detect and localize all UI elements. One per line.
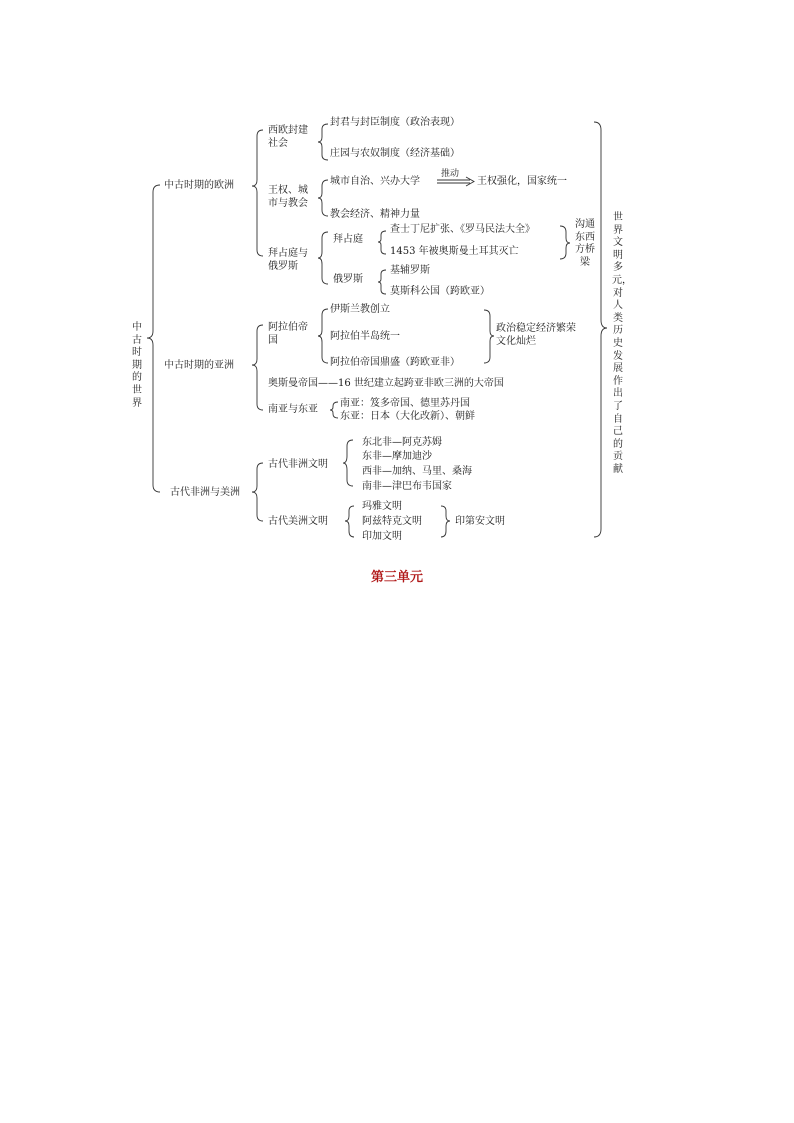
arab-peak: 阿拉伯帝国鼎盛（跨欧亚非） xyxy=(330,357,460,368)
brace-africa-america xyxy=(252,463,263,521)
brace-root xyxy=(147,185,160,492)
brace-arab-result xyxy=(484,310,494,363)
aztec: 阿兹特克文明 xyxy=(362,516,422,527)
moscow-principality: 莫斯科公国（跨欧亚） xyxy=(390,286,490,297)
brace-byzantium xyxy=(378,231,386,254)
byz-rus-label-1: 拜占庭与 xyxy=(268,248,308,259)
europe-label: 中古时期的欧洲 xyxy=(164,180,234,191)
kingship-label-2: 市与教会 xyxy=(268,198,308,209)
brace-indian xyxy=(441,506,450,537)
africa-civ-label: 古代非洲文明 xyxy=(268,459,328,470)
fall-1453: 1453 年被奥斯曼土耳其灭亡 xyxy=(390,246,519,257)
brace-bridge xyxy=(560,226,570,259)
south-asia: 南亚：笈多帝国、德里苏丹国 xyxy=(340,398,470,409)
islam-founded: 伊斯兰教创立 xyxy=(330,304,390,315)
arabia-unified: 阿拉伯半岛统一 xyxy=(330,331,400,342)
brace-europe xyxy=(252,130,263,256)
africa-america-label: 古代非洲与美洲 xyxy=(170,487,240,498)
push-label: 推动 xyxy=(441,169,460,179)
arab-culture: 文化灿烂 xyxy=(496,336,536,347)
zimbabwe: 南非—津巴布韦国家 xyxy=(362,481,452,492)
root-label: 中古时期的世界 xyxy=(132,322,142,409)
brace-africa xyxy=(343,440,353,486)
bridge-label: 沟通东西方桥梁 xyxy=(575,219,595,268)
feudal-lord-system: 封君与封臣制度（政治表现） xyxy=(330,117,460,128)
south-east-asia-label: 南亚与东亚 xyxy=(268,404,318,415)
asia-label: 中古时期的亚洲 xyxy=(164,360,234,371)
brace-kingship xyxy=(318,180,328,216)
aksum: 东北非—阿克苏姆 xyxy=(362,437,442,448)
east-asia: 东亚：日本（大化改新）、朝鲜 xyxy=(340,411,475,422)
church-power: 教会经济、精神力量 xyxy=(330,209,420,220)
kingship-label-1: 王权、城 xyxy=(268,185,308,196)
manor-serf-system: 庄园与农奴制度（经济基础） xyxy=(330,148,460,159)
conclusion-label: 世界文明多元，对人类历史发展作出了自己的贡献 xyxy=(612,212,632,475)
ghana-mali-songhai: 西非—加纳、马里、桑海 xyxy=(362,466,472,477)
arab-empire-label-2: 国 xyxy=(268,335,278,346)
brace-russia xyxy=(378,270,386,294)
brace-asia xyxy=(252,325,263,410)
brace-western xyxy=(318,124,328,160)
brace-arab xyxy=(318,309,328,363)
section-title: 第三单元 xyxy=(370,570,423,585)
brace-america xyxy=(345,506,354,537)
kingship-strengthened: 王权强化，国家统一 xyxy=(477,176,567,187)
city-university: 城市自治、兴办大学 xyxy=(330,176,420,187)
western-feudal-label-1: 西欧封建 xyxy=(268,125,308,136)
brace-conclusion xyxy=(594,122,607,537)
brace-byz-rus xyxy=(318,232,328,284)
russia-label: 俄罗斯 xyxy=(333,274,363,285)
indian-civ: 印第安文明 xyxy=(455,516,505,527)
ottoman-empire: 奥斯曼帝国——16 世纪建立起跨亚非欧三洲的大帝国 xyxy=(268,378,504,389)
arab-stable: 政治稳定经济繁荣 xyxy=(496,323,576,334)
byzantium-label: 拜占庭 xyxy=(333,234,363,245)
arab-empire-label-1: 阿拉伯帝 xyxy=(268,322,308,333)
justinian-expansion: 查士丁尼扩张、《罗马民法大全》 xyxy=(390,224,535,235)
kievan-rus: 基辅罗斯 xyxy=(390,265,430,276)
brace-south-east xyxy=(330,402,338,418)
america-civ-label: 古代美洲文明 xyxy=(268,516,328,527)
maya: 玛雅文明 xyxy=(362,501,402,512)
western-feudal-label-2: 社会 xyxy=(268,138,288,149)
mogadishu: 东非—摩加迪沙 xyxy=(362,451,432,462)
byz-rus-label-2: 俄罗斯 xyxy=(268,261,298,272)
inca: 印加文明 xyxy=(362,531,402,542)
